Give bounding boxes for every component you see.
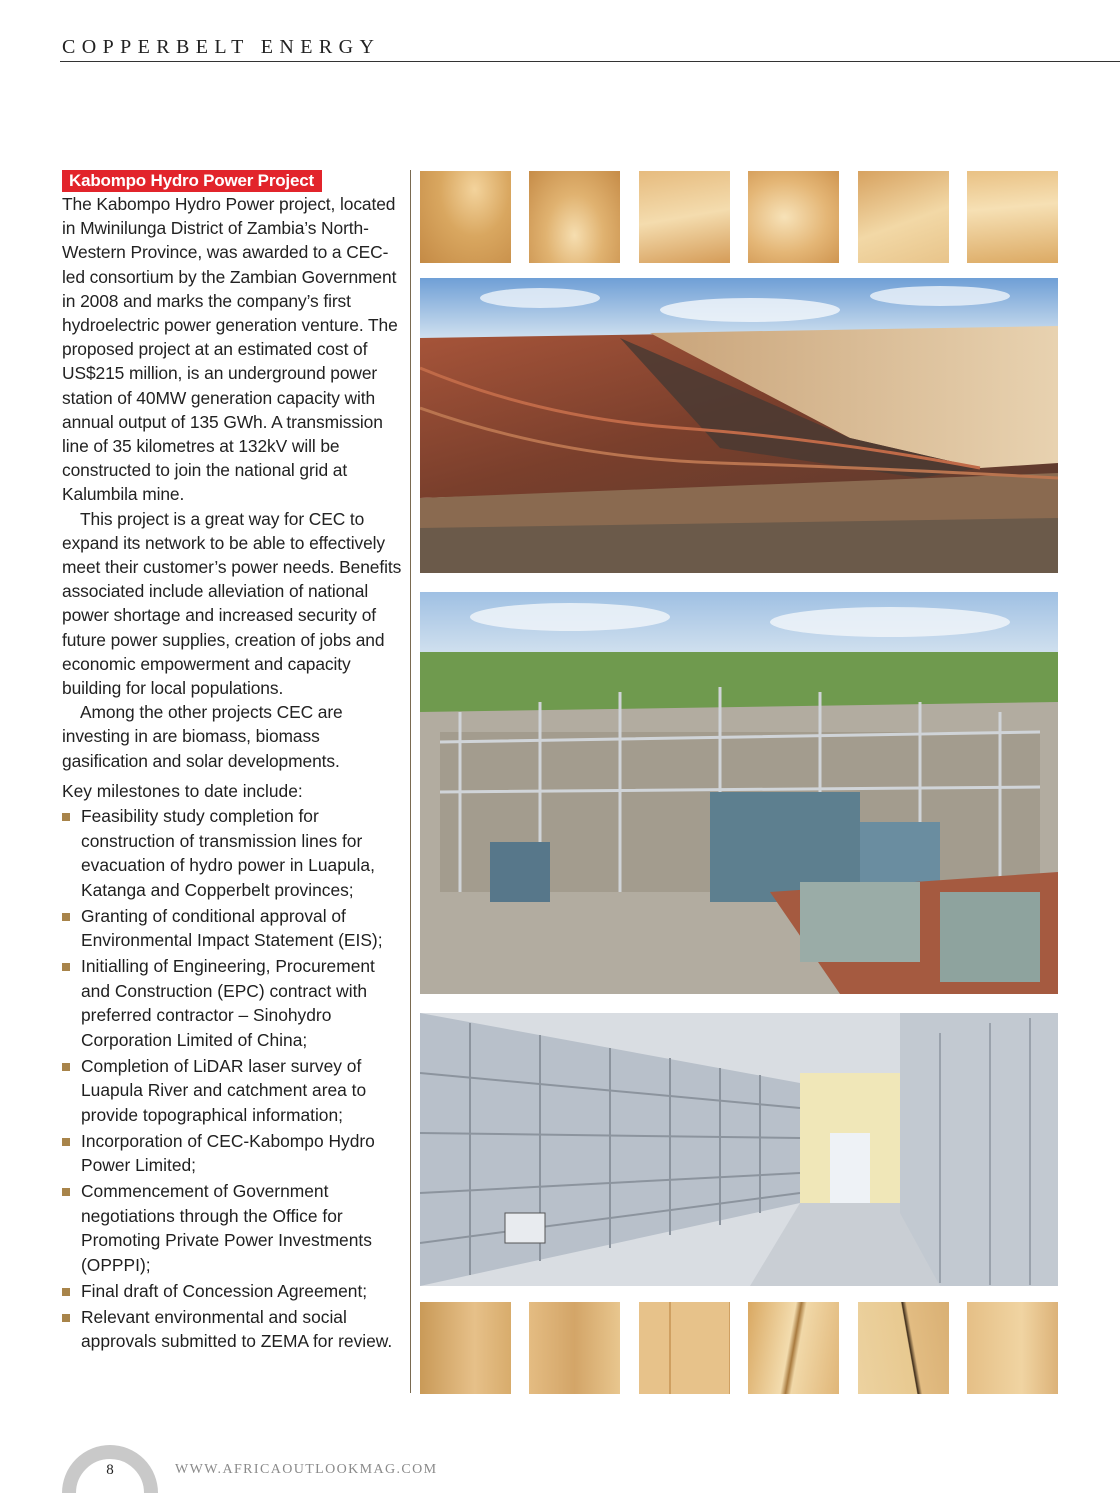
- square-bullet-icon: [62, 1314, 70, 1322]
- sepia-thumbnail: [858, 171, 949, 263]
- sepia-thumbnail: [967, 1302, 1058, 1394]
- electrical-substation-photo: [420, 592, 1058, 994]
- milestones-intro: Key milestones to date include:: [62, 780, 303, 801]
- milestones-list: [62, 804, 402, 1354]
- paragraph-1: The Kabompo Hydro Power project, located in Mwinilunga District of Zambia’s North-Western Province, was awarded to a CEC-led consortium by the Zambian Government in 2008 and marks the company’s first hydroelectric power generation venture. The proposed project at an estimated cost of US$215 million, is an underground power station of 40MW generation capacity with annual output of 135 GWh. A transmission line of 35 kilometres at 132kV will be constructed to join the national grid at Kalumbila mine.: [62, 194, 398, 505]
- open-pit-mine-photo: [420, 278, 1058, 573]
- sepia-thumbnail-strip-top: [420, 171, 1058, 263]
- square-bullet-icon: [62, 963, 70, 971]
- sepia-thumbnail: [639, 171, 730, 263]
- sepia-thumbnail: [967, 171, 1058, 263]
- list-item: Final draft of Concession Agreement;: [62, 1279, 402, 1304]
- square-bullet-icon: [62, 1188, 70, 1196]
- sepia-thumbnail: [529, 1302, 620, 1394]
- footer-website-link[interactable]: WWW.AFRICAOUTLOOKMAG.COM: [175, 1462, 438, 1477]
- sepia-thumbnail: [420, 171, 511, 263]
- list-item: Commencement of Government negotiations through the Office for Promoting Private Power Investments (OPPPI);: [62, 1179, 402, 1277]
- list-item: Incorporation of CEC-Kabompo Hydro Power Limited;: [62, 1129, 402, 1178]
- paragraph-3: Among the other projects CEC are investing in are biomass, biomass gasification and solar developments.: [62, 702, 343, 771]
- square-bullet-icon: [62, 913, 70, 921]
- section-heading: Kabompo Hydro Power Project: [62, 170, 322, 192]
- list-item: Granting of conditional approval of Environmental Impact Statement (EIS);: [62, 904, 402, 953]
- square-bullet-icon: [62, 1288, 70, 1296]
- square-bullet-icon: [62, 1063, 70, 1071]
- sepia-thumbnail: [858, 1302, 949, 1394]
- switchgear-room-photo: [420, 1013, 1058, 1286]
- sepia-thumbnail-strip-bottom: [420, 1302, 1058, 1394]
- magazine-section-title: COPPERBELT ENERGY: [62, 36, 381, 58]
- sepia-thumbnail: [420, 1302, 511, 1394]
- page-number: 8: [106, 1462, 114, 1478]
- column-divider: [410, 170, 411, 1393]
- list-item: Relevant environmental and social approvals submitted to ZEMA for review.: [62, 1305, 402, 1354]
- article-column: [62, 170, 402, 1355]
- sepia-thumbnail: [639, 1302, 730, 1394]
- square-bullet-icon: [62, 1138, 70, 1146]
- sepia-thumbnail: [529, 171, 620, 263]
- list-item: Initialling of Engineering, Procurement and Construction (EPC) contract with preferred contractor – Sinohydro Corporation Limited of China;: [62, 954, 402, 1052]
- paragraph-2: This project is a great way for CEC to expand its network to be able to effectively meet their customer’s power needs. Benefits associated include alleviation of national power shortage and increased security of future power supplies, creation of jobs and economic empowerment and capacity building for local populations.: [62, 508, 402, 699]
- list-item: Feasibility study completion for construction of transmission lines for evacuation of hydro power in Luapula, Katanga and Copperbelt provinces;: [62, 804, 402, 902]
- sepia-thumbnail: [748, 1302, 839, 1394]
- page-header: [60, 34, 1120, 62]
- square-bullet-icon: [62, 813, 70, 821]
- list-item: Completion of LiDAR laser survey of Luapula River and catchment area to provide topographical information;: [62, 1054, 402, 1128]
- article-body: [62, 192, 402, 773]
- sepia-thumbnail: [748, 171, 839, 263]
